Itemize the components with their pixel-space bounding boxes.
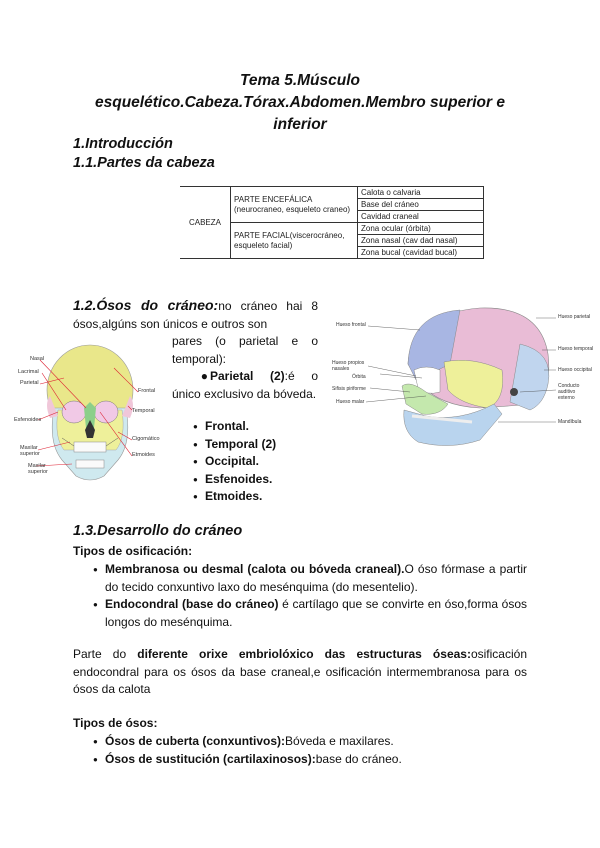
side-label: Hueso propios nasales [332, 360, 365, 372]
front-label: Cigomático [132, 436, 160, 442]
table-visc: PARTE FACIAL(viscerocráneo, esqueleto facial) [231, 223, 358, 259]
table-cell: Zona ocular (órbita) [358, 223, 484, 235]
list-item: ● Temporal (2) [193, 436, 276, 454]
partes-heading: 1.1.Partes da cabeza [73, 155, 215, 171]
list-item: ● Etmoides. [193, 488, 276, 506]
side-skull-figure [330, 304, 592, 454]
osos-text1: no cráneo hai 8 ósos,algúns son únicos e outros son [73, 299, 318, 331]
table-cell: Zona bucal (cavidad bucal) [358, 247, 484, 259]
tipos-osos-heading: Tipos de ósos: [73, 716, 158, 730]
item-text: base do cráneo. [315, 751, 402, 766]
osificacion-list [93, 561, 527, 631]
side-label: Hueso occipital [558, 367, 592, 373]
list-item [93, 751, 527, 769]
table-cell: Zona nasal (cav dad nasal) [358, 235, 484, 247]
intro-heading: 1.Introducción [73, 136, 173, 152]
osos-heading: 1.2.Ósos do cráneo: [73, 297, 219, 313]
osos-text2: pares (o parietal e o temporal): [172, 334, 318, 366]
orixe-paragraph [73, 646, 527, 699]
front-label: Nasal [30, 356, 45, 362]
item-bold: Membranosa ou desmal (calota ou bóveda craneal). [105, 562, 405, 576]
side-label: Conducto auditivo externo [558, 383, 580, 401]
tipos-osificacion: Tipos de osificación: [73, 544, 193, 558]
table-neuro: PARTE ENCEFÁLICA (neurocraneo, esqueleto craneo) [231, 187, 358, 223]
side-label: Órbita [352, 374, 366, 380]
list-item [93, 561, 527, 596]
list-item: ● Occipital. [193, 453, 276, 471]
title-line-2: esquelético.Cabeza.Tórax.Abdomen.Membro superior e [95, 94, 505, 111]
front-label: Maxilar superior [28, 463, 48, 475]
front-label: Temporal [132, 408, 155, 414]
para-pre: Parte do [73, 647, 138, 661]
item-text: é cartílago que se convirte en óso,forma ósos longos do mesénquima. [105, 597, 527, 629]
parietal-text: :é o único exclusivo da bóveda. [172, 369, 318, 401]
parietal-item [172, 368, 318, 403]
para-text: osificación endocondral para os ósos da base craneal,e osificación intermembranosa para os ósos da calota [73, 647, 527, 696]
tipos-osos-list [93, 733, 527, 768]
side-label: Mandíbula [558, 419, 582, 425]
side-skull-svg [330, 304, 592, 454]
side-label: Hueso parietal [558, 314, 591, 320]
table-cell: Calota o calvaria [358, 187, 484, 199]
item-text: Bóveda e maxilares. [285, 734, 394, 748]
item-bold: Endocondral (base do cráneo) [105, 597, 279, 611]
front-skull-figure [14, 338, 164, 488]
front-label: Frontal [138, 388, 156, 394]
parietal-bold: Parietal (2) [210, 369, 285, 383]
item-bold: Ósos de sustitución (cartilaxinosos): [105, 751, 316, 766]
front-label: Etmoides [132, 452, 155, 458]
item-bold: Ósos de cuberta (conxuntivos): [105, 734, 286, 748]
bullet-icon: ● [200, 369, 208, 383]
front-label: Lacrimal [18, 369, 39, 375]
front-label: Parietal [20, 380, 39, 386]
side-label: Hueso frontal [336, 322, 366, 328]
list-item [93, 596, 527, 631]
list-item: ● Esfenoides. [193, 471, 276, 489]
cabeza-table [180, 186, 484, 259]
side-label: Sifisis piriforme [332, 386, 366, 392]
side-label: Hueso malar [336, 399, 365, 405]
osos-intro [73, 297, 318, 333]
page-title [40, 70, 560, 136]
front-label: Esfenoides [14, 417, 42, 423]
list-item: ● Frontal. [193, 418, 276, 436]
front-label: Maxilar superior [20, 445, 40, 457]
table-cell: Cavidad craneal [358, 211, 484, 223]
desarrollo-heading: 1.3.Desarrollo do cráneo [73, 523, 243, 539]
table-head: CABEZA [180, 187, 231, 259]
title-line-1: Tema 5.Músculo [239, 72, 360, 89]
table-cell: Base del cráneo [358, 199, 484, 211]
list-item [93, 733, 527, 751]
para-bold: diferente orixe embriolóxico das estructuras óseas: [137, 647, 471, 661]
bone-list [193, 418, 276, 506]
title-line-3: inferior [273, 116, 327, 133]
item-text: O óso fórmase a partir do tecido conxuntivo laxo do mesénquima (do mesentelio). [105, 562, 527, 594]
side-label: Hueso temporal [558, 346, 594, 352]
